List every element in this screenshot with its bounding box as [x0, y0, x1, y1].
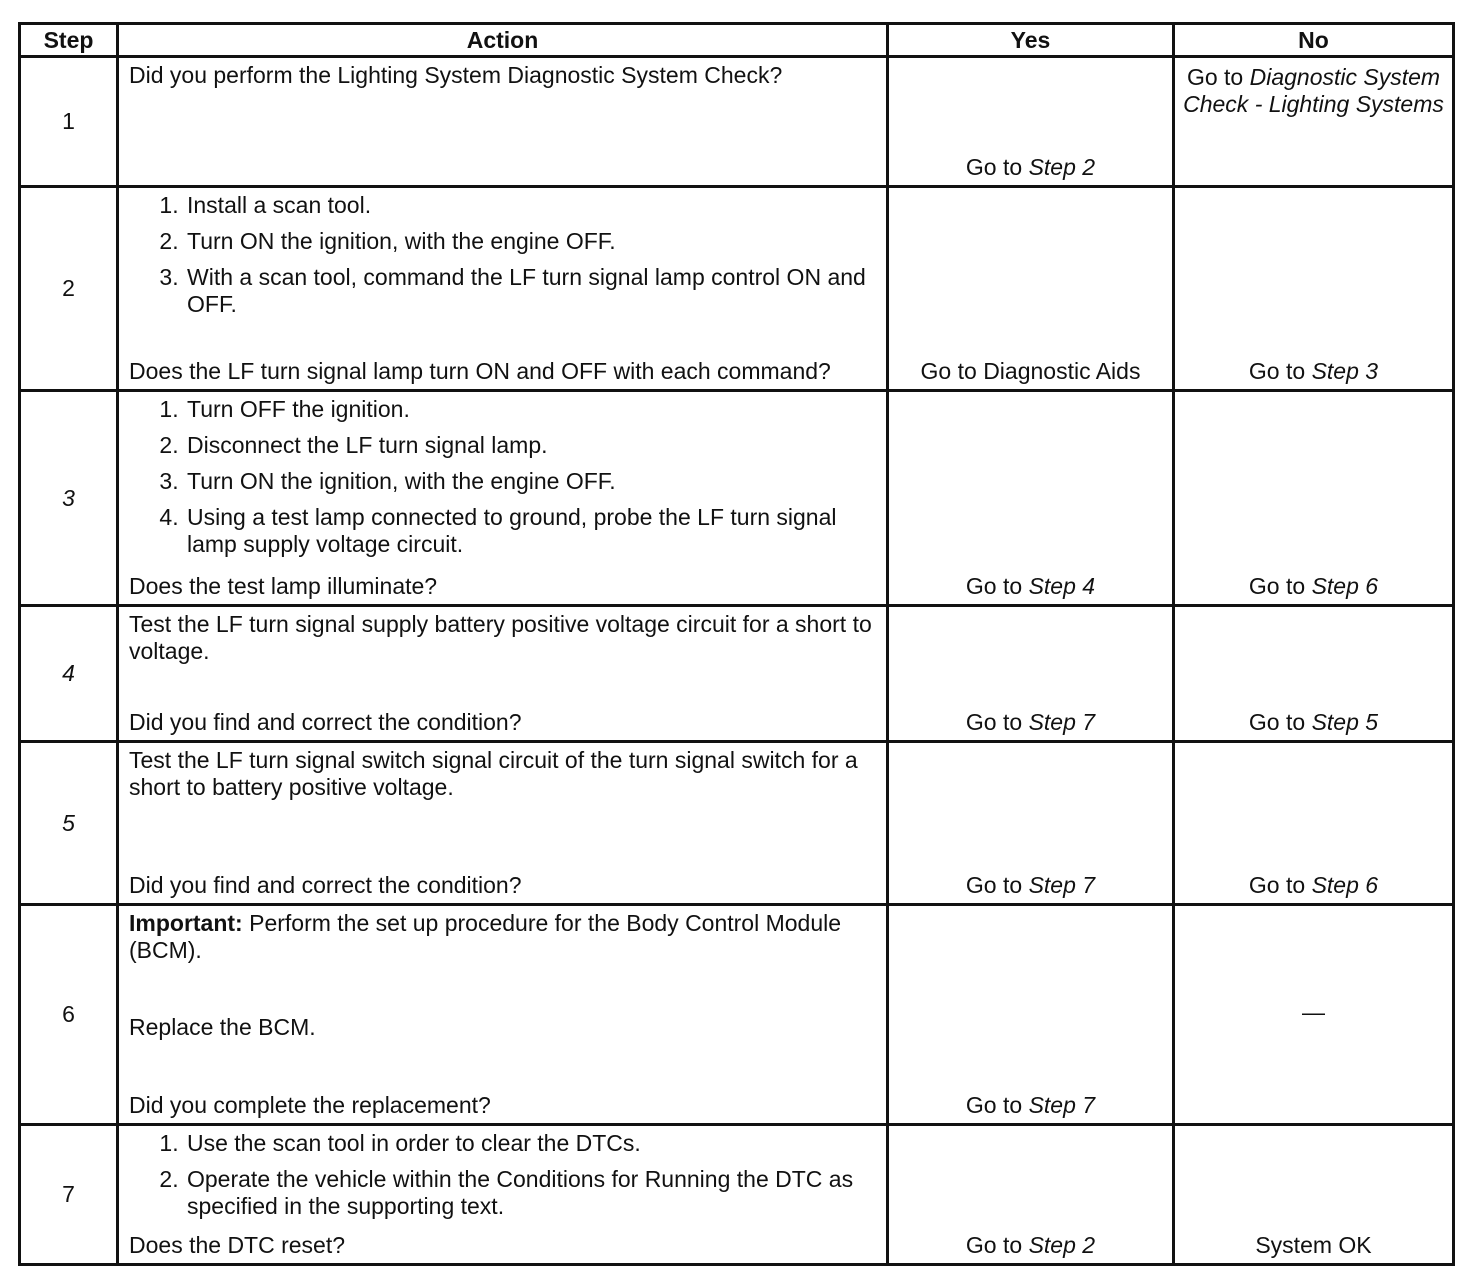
- no-prefix: Go to: [1248, 358, 1312, 384]
- yes-text: Go to Diagnostic Aids: [920, 358, 1141, 384]
- no-step-link: Step 3: [1311, 358, 1379, 384]
- no-step-link: Step 5: [1311, 709, 1379, 735]
- yes-step-link: Step 2: [1028, 154, 1096, 180]
- header-step: Step: [20, 24, 118, 57]
- no-prefix: Go to: [1248, 573, 1312, 599]
- action-steps-list: [129, 192, 876, 327]
- action-question: Does the test lamp illuminate?: [129, 573, 438, 599]
- yes-step-link: Step 7: [1028, 709, 1096, 735]
- no-dash: —: [1302, 999, 1325, 1025]
- action-cell: [118, 742, 888, 905]
- no-prefix: Go to: [1248, 709, 1312, 735]
- action-step-item: 1. Install a scan tool.: [185, 192, 876, 219]
- yes-prefix: Go to: [965, 709, 1029, 735]
- action-step-item: 2. Turn ON the ignition, with the engine OFF.: [185, 228, 876, 255]
- table-row-step-6: [20, 905, 1454, 1125]
- yes-cell: [888, 742, 1174, 905]
- yes-prefix: Go to: [965, 1092, 1029, 1118]
- action-question: Does the LF turn signal lamp turn ON and OFF with each command?: [129, 358, 831, 384]
- action-cell: [118, 1125, 888, 1265]
- no-prefix: Go to: [1186, 64, 1250, 90]
- header-yes: Yes: [888, 24, 1174, 57]
- action-step-item: 2. Operate the vehicle within the Conditions for Running the DTC as specified in the supporting text.: [185, 1166, 876, 1220]
- action-step-item: 3. With a scan tool, command the LF turn signal lamp control ON and OFF.: [185, 264, 876, 318]
- step-number: 6: [20, 905, 118, 1125]
- no-cell: [1174, 905, 1454, 1125]
- yes-step-link: Step 4: [1028, 573, 1096, 599]
- action-steps-list: [129, 1130, 876, 1229]
- yes-step-link: Step 2: [1028, 1232, 1096, 1258]
- action-instruction: Test the LF turn signal supply battery positive voltage circuit for a short to voltage.: [129, 611, 872, 664]
- step-number: 7: [20, 1125, 118, 1265]
- yes-cell: [888, 905, 1174, 1125]
- important-note: [129, 910, 876, 964]
- action-cell: [118, 606, 888, 742]
- diagnostic-table: [18, 22, 1455, 1266]
- header-action: Action: [118, 24, 888, 57]
- action-question: Did you find and correct the condition?: [129, 709, 522, 735]
- action-step-item: 1. Use the scan tool in order to clear the DTCs.: [185, 1130, 876, 1157]
- no-cell: [1174, 391, 1454, 606]
- action-step-item: 1. Turn OFF the ignition.: [185, 396, 876, 423]
- action-step-item: 2. Disconnect the LF turn signal lamp.: [185, 432, 876, 459]
- table-row-step-2: [20, 187, 1454, 391]
- step-number: 4: [20, 606, 118, 742]
- table-row-step-7: [20, 1125, 1454, 1265]
- action-instruction: Replace the BCM.: [129, 1013, 316, 1040]
- yes-cell: [888, 606, 1174, 742]
- action-cell: [118, 391, 888, 606]
- yes-prefix: Go to: [965, 154, 1029, 180]
- action-cell: [118, 905, 888, 1125]
- action-question: Did you find and correct the condition?: [129, 872, 522, 898]
- step-number: 3: [20, 391, 118, 606]
- no-cell: [1174, 742, 1454, 905]
- table-row-step-4: [20, 606, 1454, 742]
- yes-step-link: Step 7: [1028, 872, 1096, 898]
- yes-step-link: Step 7: [1028, 1092, 1096, 1118]
- important-text: Perform the set up procedure for the Body Control Module (BCM).: [129, 910, 842, 963]
- no-cell: [1174, 187, 1454, 391]
- action-question: Does the DTC reset?: [129, 1232, 346, 1258]
- no-text: System OK: [1255, 1232, 1372, 1258]
- yes-cell: [888, 187, 1174, 391]
- no-prefix: Go to: [1248, 872, 1312, 898]
- yes-prefix: Go to: [965, 872, 1029, 898]
- action-question: Did you complete the replacement?: [129, 1092, 491, 1118]
- action-step-item: 4. Using a test lamp connected to ground, probe the LF turn signal lamp supply voltage circuit.: [185, 504, 876, 558]
- diagnostic-table-container: [18, 22, 1452, 1266]
- action-steps-list: [129, 396, 876, 567]
- no-step-link: Step 6: [1311, 872, 1379, 898]
- yes-cell: [888, 391, 1174, 606]
- header-no: No: [1174, 24, 1454, 57]
- no-diagnostic-link: Diagnostic System Check - Lighting Systems: [1183, 64, 1444, 117]
- table-row-step-3: [20, 391, 1454, 606]
- yes-prefix: Go to: [965, 573, 1029, 599]
- no-cell: [1174, 1125, 1454, 1265]
- important-label: Important:: [129, 910, 243, 936]
- step-number: 1: [20, 57, 118, 187]
- yes-cell: [888, 1125, 1174, 1265]
- yes-prefix: Go to: [965, 1232, 1029, 1258]
- step-number: 5: [20, 742, 118, 905]
- table-header-row: [20, 24, 1454, 57]
- action-question: Did you perform the Lighting System Diagnostic System Check?: [129, 62, 783, 88]
- yes-cell: [888, 57, 1174, 187]
- step-number: 2: [20, 187, 118, 391]
- table-row-step-5: [20, 742, 1454, 905]
- no-step-link: Step 6: [1311, 573, 1379, 599]
- no-cell: [1174, 57, 1454, 187]
- action-cell: [118, 187, 888, 391]
- no-cell: [1174, 606, 1454, 742]
- action-cell: [118, 57, 888, 187]
- table-row-step-1: [20, 57, 1454, 187]
- action-step-item: 3. Turn ON the ignition, with the engine OFF.: [185, 468, 876, 495]
- action-instruction: Test the LF turn signal switch signal circuit of the turn signal switch for a short to battery positive voltage.: [129, 747, 858, 800]
